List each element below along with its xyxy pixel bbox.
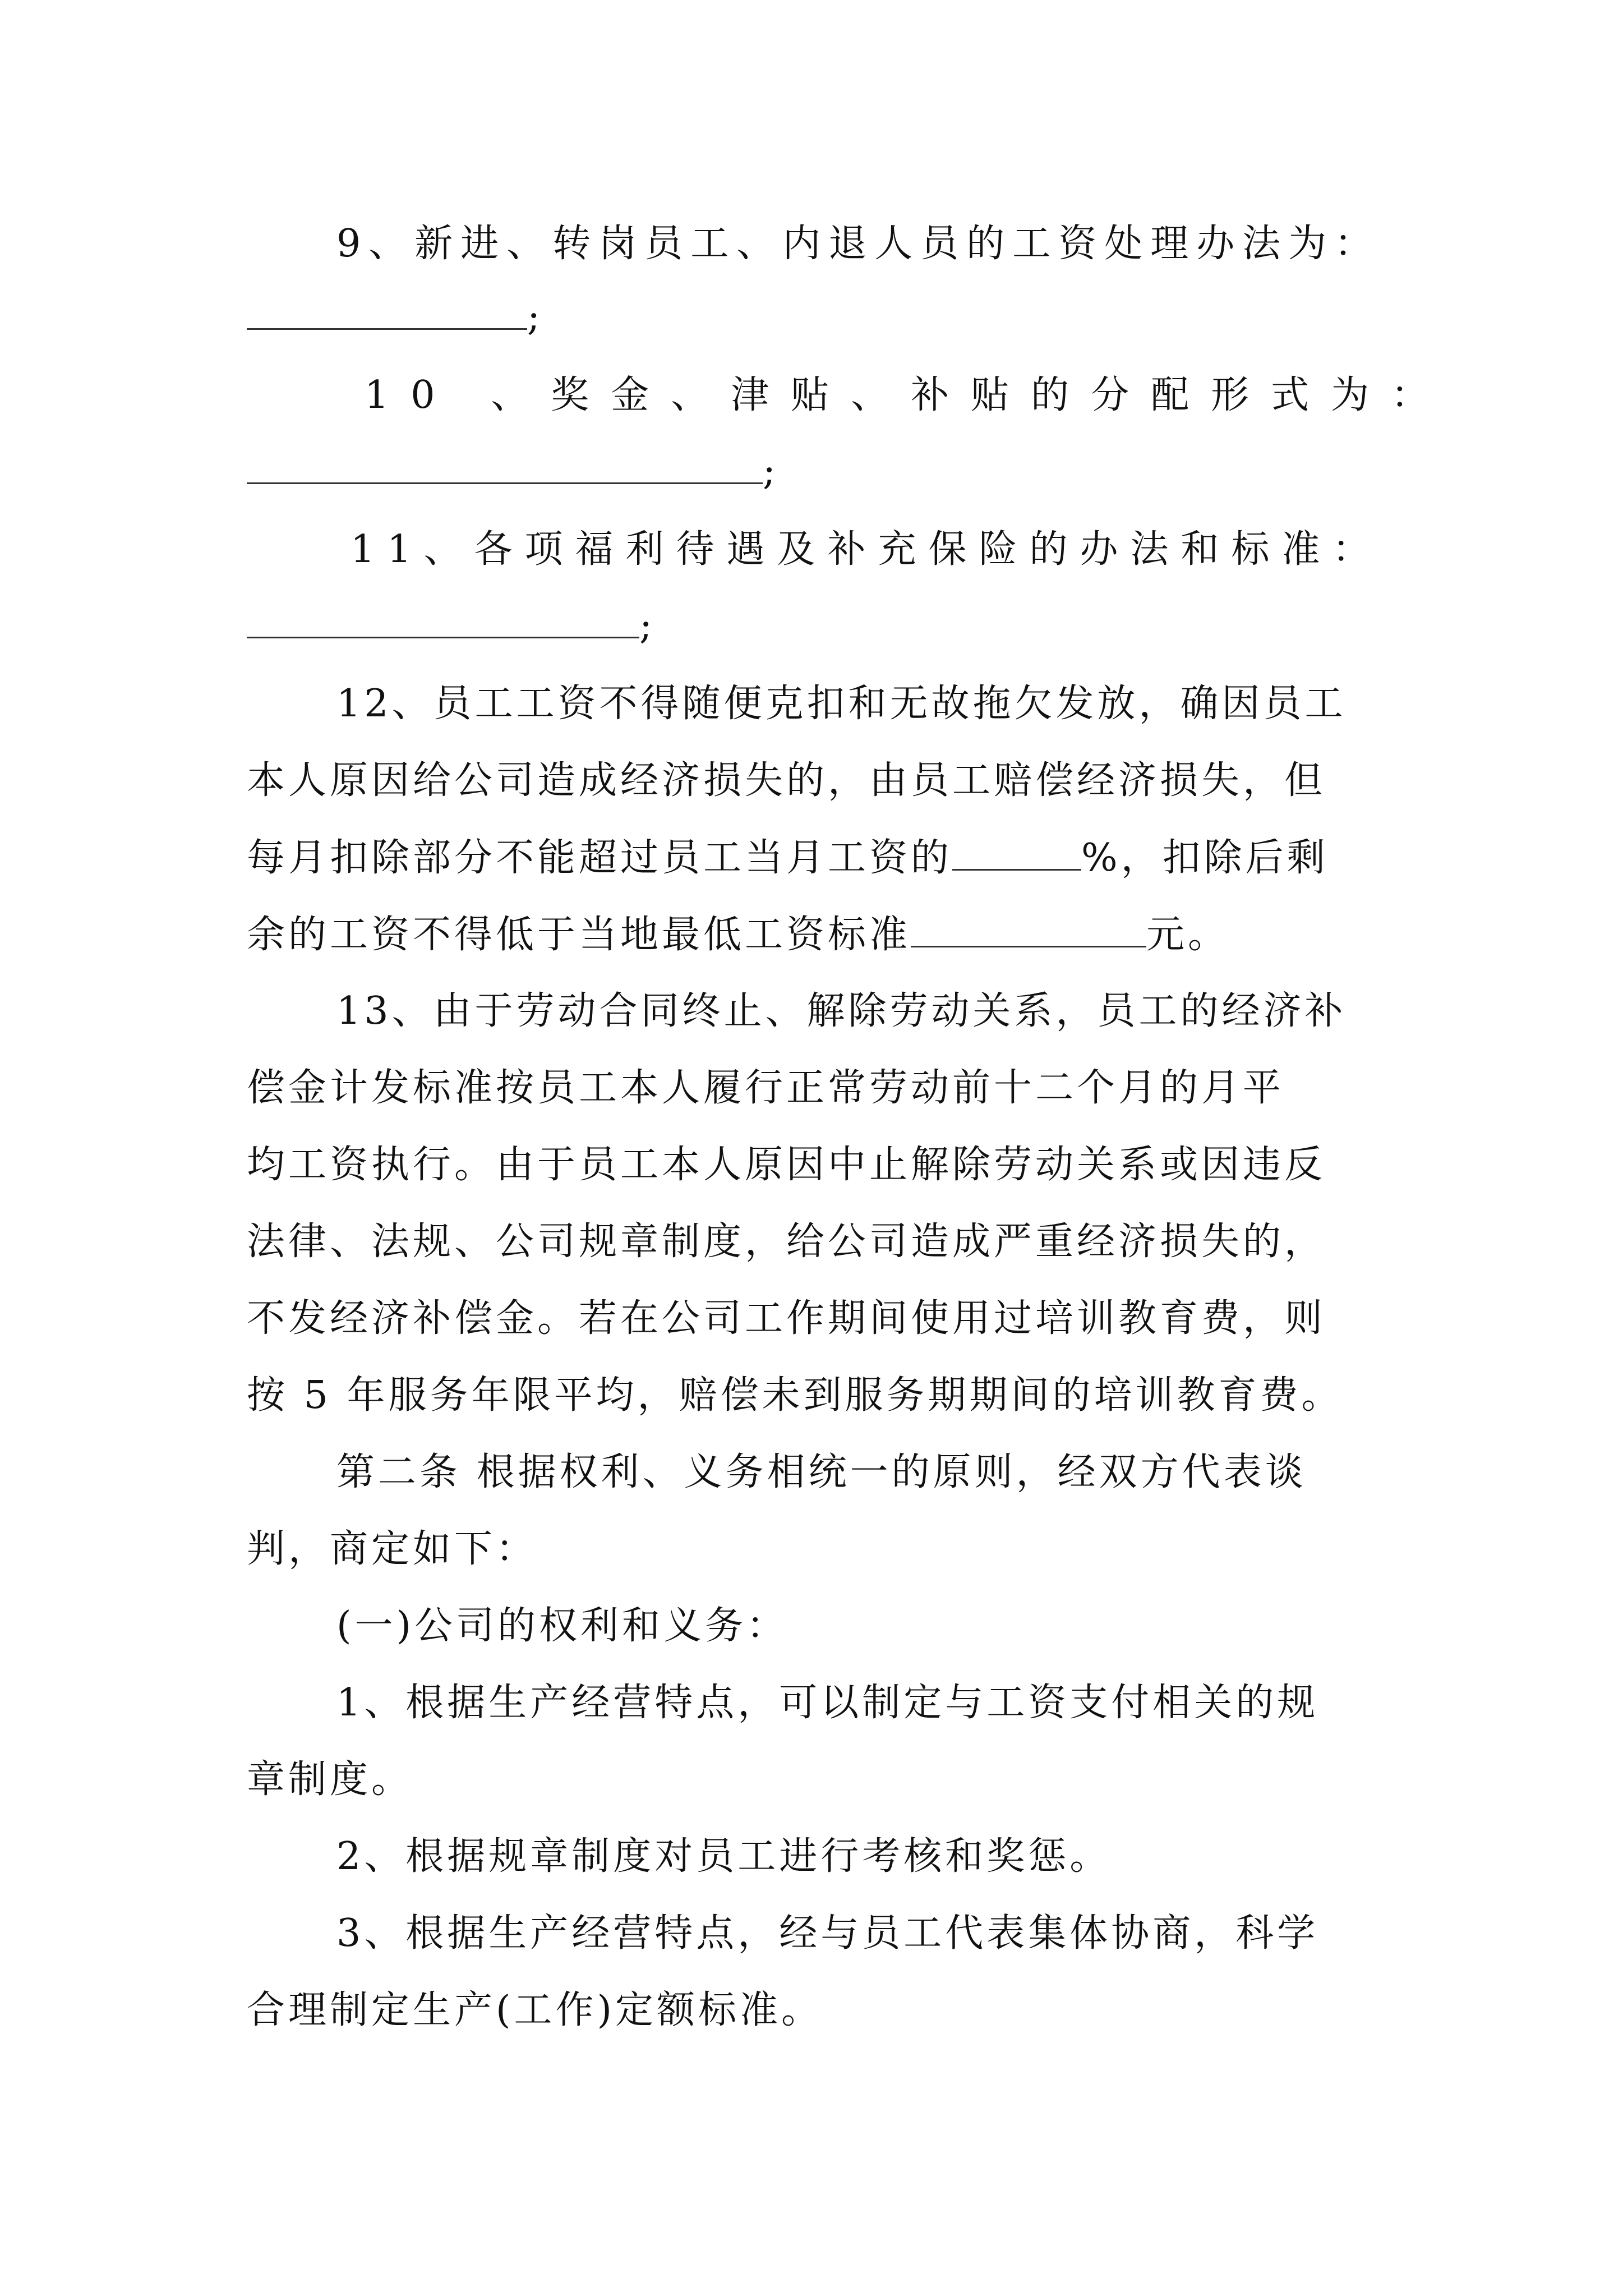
clause-12-line-4: 余的工资不得低于当地最低工资标准 元。 — [247, 907, 1402, 963]
clause-11-line-1: 11、各项福利待遇及补充保险的办法和标准： — [351, 527, 1383, 572]
section-heading: (一)公司的权利和义务： — [336, 1604, 789, 1648]
clause-10-line-2: ; — [247, 443, 1402, 499]
fill-in-blank — [952, 830, 1081, 871]
clause-13-line-6: 按 5 年服务年限平均，赔偿未到服务期期间的培训教育费。 — [247, 1373, 1343, 1418]
fill-in-blank — [247, 597, 639, 638]
clause-11-line-2: ; — [247, 597, 1402, 654]
fill-in-blank — [911, 907, 1146, 947]
article-2-line-2: 判，商定如下： — [247, 1527, 538, 1571]
clause-12-line-3: 每月扣除部分不能超过员工当月工资的 %，扣除后剩 — [247, 830, 1402, 886]
item-2-line-1: 2、根据规章制度对员工进行考核和奖惩。 — [336, 1834, 1112, 1879]
clause-13-line-5: 不发经济补偿金。若在公司工作期间使用过培训教育费，则 — [247, 1296, 1326, 1341]
item-3-line-2: 合理制定生产(工作)定额标准。 — [247, 1988, 823, 2032]
article-2-line-1: 第二条 根据权利、义务相统一的原则，经双方代表谈 — [336, 1450, 1307, 1494]
clause-12-line-2: 本人原因给公司造成经济损失的，由员工赔偿经济损失，但 — [247, 758, 1326, 803]
fill-in-blank — [247, 289, 527, 330]
item-1-line-2: 章制度。 — [247, 1757, 413, 1802]
item-3-line-1: 3、根据生产经营特点，经与员工代表集体协商，科学 — [336, 1911, 1319, 1955]
clause-13-line-3: 均工资执行。由于员工本人原因中止解除劳动关系或因违反 — [247, 1143, 1326, 1187]
clause-10-line-1: 10 、奖金、津贴、补贴的分配形式为： — [365, 373, 1451, 417]
clause-13-line-1: 13、由于劳动合同终止、解除劳动关系，员工的经济补 — [336, 989, 1347, 1033]
clause-13-line-4: 法律、法规、公司规章制度，给公司造成严重经济损失的， — [247, 1220, 1326, 1264]
fill-in-blank — [247, 443, 763, 484]
clause-13-line-2: 偿金计发标准按员工本人履行正常劳动前十二个月的月平 — [247, 1066, 1285, 1110]
clause-9-line-1: 9、新进、转岗员工、内退人员的工资处理办法为： — [336, 222, 1381, 266]
clause-12-line-1: 12、员工工资不得随便克扣和无故拖欠发放，确因员工 — [336, 682, 1347, 726]
item-1-line-1: 1、根据生产经营特点，可以制定与工资支付相关的规 — [336, 1681, 1319, 1725]
clause-9-line-2: ; — [247, 289, 1402, 345]
